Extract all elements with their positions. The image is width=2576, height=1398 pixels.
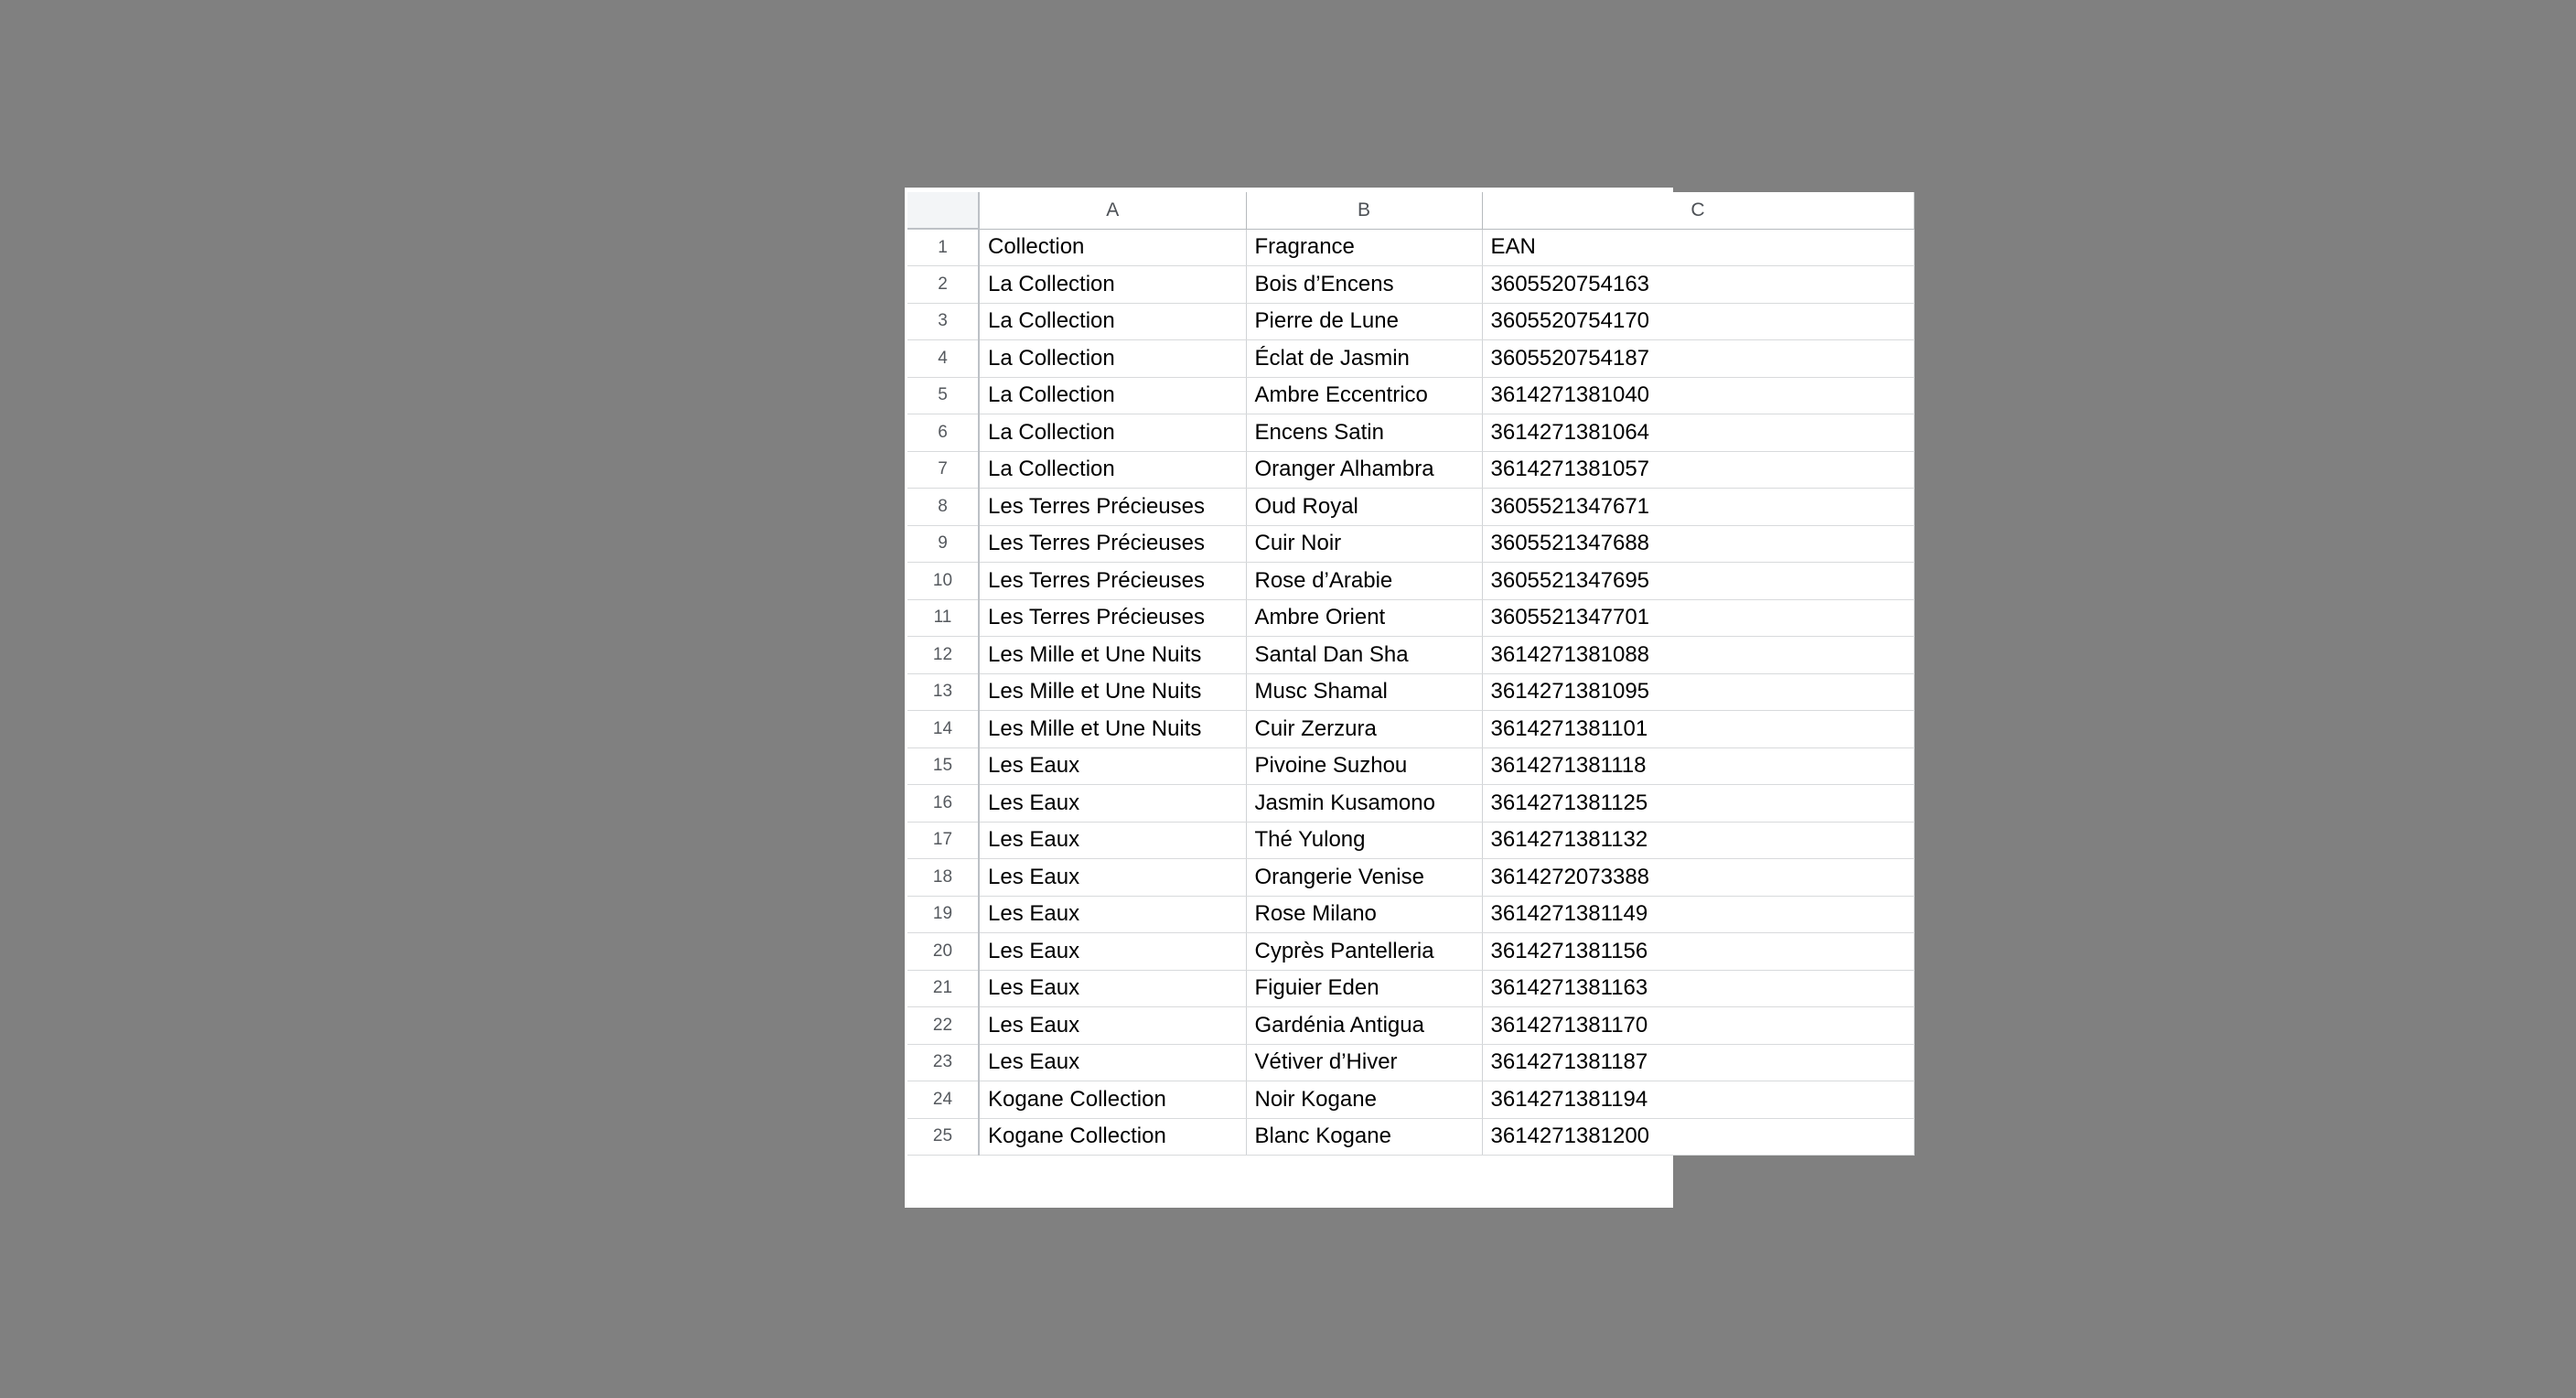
cell-b[interactable]: Noir Kogane	[1246, 1081, 1482, 1119]
cell-c[interactable]: 3614271381132	[1482, 822, 1914, 859]
cell-b[interactable]: Ambre Eccentrico	[1246, 377, 1482, 414]
column-header-b[interactable]: B	[1246, 192, 1482, 229]
table-row[interactable]	[907, 266, 1914, 304]
cell-c[interactable]: EAN	[1482, 229, 1914, 266]
table-row[interactable]	[907, 1044, 1914, 1081]
cell-b[interactable]: Gardénia Antigua	[1246, 1007, 1482, 1045]
cell-b[interactable]: Fragrance	[1246, 229, 1482, 266]
row-header[interactable]: 5	[907, 377, 979, 414]
cell-c[interactable]: 3614271381057	[1482, 451, 1914, 489]
cell-c[interactable]: 3605520754170	[1482, 303, 1914, 340]
cell-a[interactable]: Les Eaux	[979, 970, 1246, 1007]
row-header[interactable]: 21	[907, 970, 979, 1007]
cell-a[interactable]: Les Terres Précieuses	[979, 525, 1246, 563]
cell-a[interactable]: Les Eaux	[979, 822, 1246, 859]
cell-b[interactable]: Pivoine Suzhou	[1246, 747, 1482, 785]
table-row[interactable]	[907, 896, 1914, 933]
cell-b[interactable]: Jasmin Kusamono	[1246, 785, 1482, 823]
row-header[interactable]: 7	[907, 451, 979, 489]
cell-b[interactable]: Oud Royal	[1246, 489, 1482, 526]
spreadsheet-body	[907, 229, 1914, 1156]
row-header[interactable]: 19	[907, 896, 979, 933]
cell-a[interactable]: Les Eaux	[979, 785, 1246, 823]
cell-a[interactable]: Kogane Collection	[979, 1081, 1246, 1119]
row-header[interactable]: 11	[907, 599, 979, 637]
cell-a[interactable]: Les Mille et Une Nuits	[979, 673, 1246, 711]
cell-a[interactable]: Les Terres Précieuses	[979, 599, 1246, 637]
table-row[interactable]	[907, 859, 1914, 897]
table-row[interactable]	[907, 747, 1914, 785]
row-header[interactable]: 12	[907, 637, 979, 674]
cell-a[interactable]: La Collection	[979, 451, 1246, 489]
table-row[interactable]	[907, 711, 1914, 748]
cell-b[interactable]: Figuier Eden	[1246, 970, 1482, 1007]
cell-c[interactable]: 3614271381095	[1482, 673, 1914, 711]
cell-a[interactable]: Les Eaux	[979, 747, 1246, 785]
table-row[interactable]	[907, 970, 1914, 1007]
cell-c[interactable]: 3614271381170	[1482, 1007, 1914, 1045]
cell-a[interactable]: La Collection	[979, 377, 1246, 414]
cell-b[interactable]: Ambre Orient	[1246, 599, 1482, 637]
table-row[interactable]	[907, 377, 1914, 414]
cell-c[interactable]: 3614271381118	[1482, 747, 1914, 785]
cell-c[interactable]: 3605520754163	[1482, 266, 1914, 304]
cell-a[interactable]: Collection	[979, 229, 1246, 266]
table-row[interactable]	[907, 785, 1914, 823]
cell-a[interactable]: Les Eaux	[979, 933, 1246, 971]
cell-c[interactable]: 3605520754187	[1482, 340, 1914, 378]
cell-b[interactable]: Thé Yulong	[1246, 822, 1482, 859]
row-header[interactable]: 24	[907, 1081, 979, 1119]
cell-c[interactable]: 3614271381125	[1482, 785, 1914, 823]
cell-c[interactable]: 3614271381064	[1482, 414, 1914, 452]
row-header[interactable]: 6	[907, 414, 979, 452]
cell-b[interactable]: Pierre de Lune	[1246, 303, 1482, 340]
cell-c[interactable]: 3605521347671	[1482, 489, 1914, 526]
cell-b[interactable]: Rose Milano	[1246, 896, 1482, 933]
cell-a[interactable]: Les Mille et Une Nuits	[979, 637, 1246, 674]
row-header[interactable]: 4	[907, 340, 979, 378]
row-header[interactable]: 15	[907, 747, 979, 785]
table-row[interactable]	[907, 1118, 1914, 1156]
cell-b[interactable]: Cuir Noir	[1246, 525, 1482, 563]
spreadsheet-grid	[907, 192, 1914, 1156]
row-header[interactable]: 9	[907, 525, 979, 563]
cell-b[interactable]: Oranger Alhambra	[1246, 451, 1482, 489]
row-header[interactable]: 25	[907, 1118, 979, 1156]
row-header[interactable]: 3	[907, 303, 979, 340]
cell-b[interactable]: Musc Shamal	[1246, 673, 1482, 711]
cell-a[interactable]: Les Eaux	[979, 1044, 1246, 1081]
cell-a[interactable]: Les Eaux	[979, 859, 1246, 897]
cell-b[interactable]: Blanc Kogane	[1246, 1118, 1482, 1156]
row-header[interactable]: 17	[907, 822, 979, 859]
table-row[interactable]	[907, 1007, 1914, 1045]
column-header-c[interactable]: C	[1482, 192, 1914, 229]
table-row[interactable]	[907, 822, 1914, 859]
row-header[interactable]: 23	[907, 1044, 979, 1081]
row-header[interactable]: 20	[907, 933, 979, 971]
cell-a[interactable]: La Collection	[979, 266, 1246, 304]
cell-c[interactable]: 3614271381156	[1482, 933, 1914, 971]
cell-c[interactable]: 3614271381187	[1482, 1044, 1914, 1081]
table-row[interactable]	[907, 637, 1914, 674]
cell-c[interactable]: 3614271381101	[1482, 711, 1914, 748]
cell-c[interactable]: 3614271381163	[1482, 970, 1914, 1007]
cell-a[interactable]: Kogane Collection	[979, 1118, 1246, 1156]
cell-b[interactable]: Vétiver d’Hiver	[1246, 1044, 1482, 1081]
cell-c[interactable]: 3614271381149	[1482, 896, 1914, 933]
table-row[interactable]	[907, 673, 1914, 711]
cell-c[interactable]: 3605521347695	[1482, 563, 1914, 600]
cell-a[interactable]: Les Terres Précieuses	[979, 563, 1246, 600]
table-row[interactable]	[907, 1081, 1914, 1119]
row-header[interactable]: 16	[907, 785, 979, 823]
row-header[interactable]: 22	[907, 1007, 979, 1045]
table-row[interactable]	[907, 340, 1914, 378]
cell-b[interactable]: Éclat de Jasmin	[1246, 340, 1482, 378]
cell-c[interactable]: 3605521347701	[1482, 599, 1914, 637]
row-header[interactable]: 1	[907, 229, 979, 266]
cell-c[interactable]: 3614272073388	[1482, 859, 1914, 897]
table-row[interactable]	[907, 525, 1914, 563]
spreadsheet-viewport[interactable]	[905, 188, 1705, 1208]
cell-b[interactable]: Bois d’Encens	[1246, 266, 1482, 304]
cell-a[interactable]: La Collection	[979, 303, 1246, 340]
row-header[interactable]: 10	[907, 563, 979, 600]
row-header[interactable]: 8	[907, 489, 979, 526]
cell-c[interactable]: 3605521347688	[1482, 525, 1914, 563]
table-row[interactable]	[907, 563, 1914, 600]
cell-a[interactable]: Les Eaux	[979, 896, 1246, 933]
row-header[interactable]: 14	[907, 711, 979, 748]
row-header[interactable]: 18	[907, 859, 979, 897]
table-row[interactable]	[907, 489, 1914, 526]
row-header[interactable]: 13	[907, 673, 979, 711]
cell-a[interactable]: La Collection	[979, 340, 1246, 378]
table-row[interactable]	[907, 229, 1914, 266]
table-row[interactable]	[907, 414, 1914, 452]
cell-b[interactable]: Encens Satin	[1246, 414, 1482, 452]
cell-b[interactable]: Santal Dan Sha	[1246, 637, 1482, 674]
cell-a[interactable]: La Collection	[979, 414, 1246, 452]
cell-c[interactable]: 3614271381088	[1482, 637, 1914, 674]
table-row[interactable]	[907, 303, 1914, 340]
cell-b[interactable]: Cuir Zerzura	[1246, 711, 1482, 748]
cell-b[interactable]: Orangerie Venise	[1246, 859, 1482, 897]
table-row[interactable]	[907, 933, 1914, 971]
cell-a[interactable]: Les Mille et Une Nuits	[979, 711, 1246, 748]
cell-a[interactable]: Les Terres Précieuses	[979, 489, 1246, 526]
spreadsheet-table	[907, 192, 1915, 1156]
table-row[interactable]	[907, 599, 1914, 637]
column-header-a[interactable]: A	[979, 192, 1246, 229]
select-all-corner-cell[interactable]	[907, 192, 979, 229]
cell-b[interactable]: Cyprès Pantelleria	[1246, 933, 1482, 971]
cell-c[interactable]: 3614271381040	[1482, 377, 1914, 414]
cell-c[interactable]: 3614271381194	[1482, 1081, 1914, 1119]
row-header[interactable]: 2	[907, 266, 979, 304]
cell-a[interactable]: Les Eaux	[979, 1007, 1246, 1045]
column-header-row	[907, 192, 1914, 229]
table-row[interactable]	[907, 451, 1914, 489]
cell-c[interactable]: 3614271381200	[1482, 1118, 1914, 1156]
cell-b[interactable]: Rose d’Arabie	[1246, 563, 1482, 600]
